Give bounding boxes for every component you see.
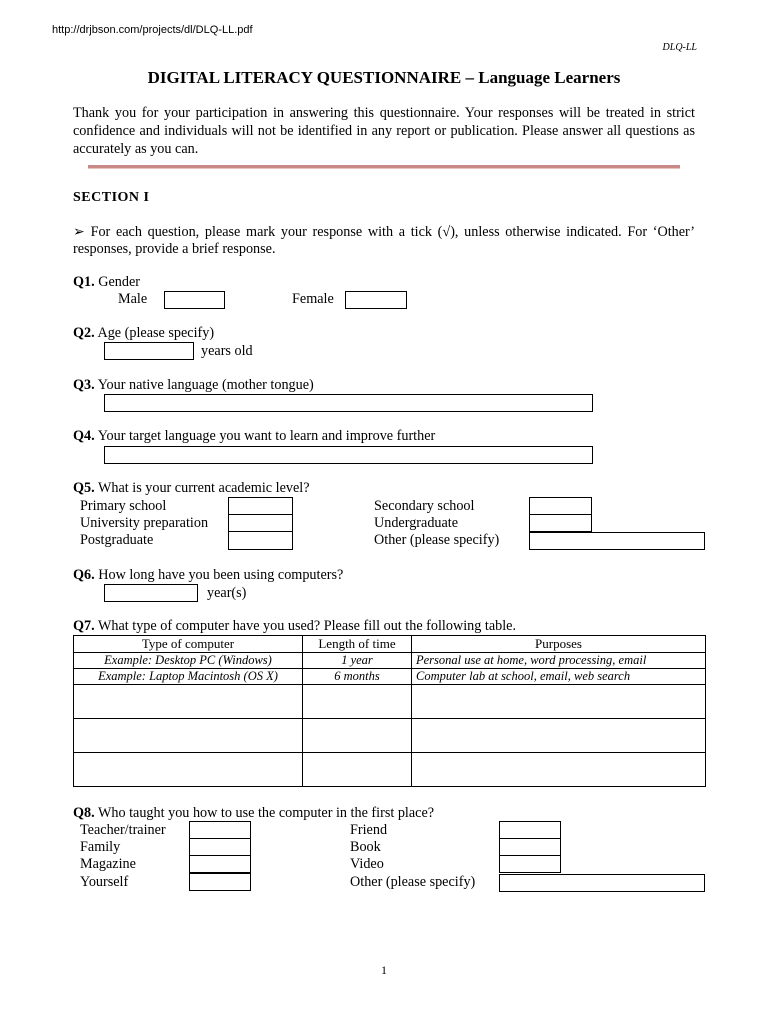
q7-question [73, 618, 516, 635]
section-heading: SECTION I [73, 190, 150, 205]
q1-female-label: Female [292, 291, 334, 307]
q5-question [73, 480, 310, 497]
column-header: Length of time [303, 636, 412, 653]
q5-secondary-checkbox[interactable] [529, 497, 592, 515]
q1-question [73, 274, 140, 291]
table-row-blank [74, 685, 706, 719]
q6-text: How long have you been using computers? [94, 567, 344, 583]
q8-number: Q8. [73, 805, 95, 821]
q4-question [73, 428, 435, 445]
q7-text: What type of computer have you used? Please fill out the following table. [94, 618, 516, 634]
q8-teacher-checkbox[interactable] [189, 821, 251, 839]
entry-cell[interactable] [412, 719, 706, 753]
table-row-blank [74, 753, 706, 787]
q7-number: Q7. [73, 618, 95, 634]
entry-cell[interactable] [412, 753, 706, 787]
document-code: DLQ-LL [662, 42, 697, 53]
q8-option-label: Video [350, 856, 384, 872]
page-title: DIGITAL LITERACY QUESTIONNAIRE – Language Learners [147, 68, 621, 87]
q8-friend-checkbox[interactable] [499, 821, 561, 839]
entry-cell[interactable] [74, 753, 303, 787]
q4-text: Your target language you want to learn and improve further [94, 428, 436, 444]
entry-cell[interactable] [303, 719, 412, 753]
q5-primary-checkbox[interactable] [228, 497, 293, 515]
q8-text: Who taught you how to use the computer in the first place? [94, 805, 435, 821]
q5-text: What is your current academic level? [94, 480, 310, 496]
q8-option-label: Yourself [80, 874, 129, 890]
table-row-blank [74, 719, 706, 753]
q8-book-checkbox[interactable] [499, 838, 561, 856]
table-cell: 6 months [303, 669, 412, 685]
q8-magazine-checkbox[interactable] [189, 855, 251, 873]
q2-question [73, 325, 214, 342]
q2-text: Age (please specify) [94, 325, 215, 341]
q5-undergraduate-checkbox[interactable] [529, 514, 592, 532]
q1-female-checkbox[interactable] [345, 291, 407, 309]
intro-paragraph: Thank you for your participation in answering this questionnaire. Your responses will be treated in strict confidence and individuals will not be identified in any report or publication. Please answer all questions as accurately as you can. [73, 105, 695, 157]
entry-cell[interactable] [74, 719, 303, 753]
q1-text: Gender [94, 274, 140, 290]
q8-option-label: Teacher/trainer [80, 822, 166, 838]
column-header: Purposes [412, 636, 706, 653]
q5-option-label: Postgraduate [80, 532, 154, 548]
table-cell: Computer lab at school, email, web search [412, 669, 706, 685]
q5-university-prep-checkbox[interactable] [228, 514, 293, 532]
q3-question [73, 377, 314, 394]
q8-video-checkbox[interactable] [499, 855, 561, 873]
q6-question [73, 567, 343, 584]
q8-option-label: Other (please specify) [350, 874, 476, 890]
q1-male-checkbox[interactable] [164, 291, 225, 309]
q6-suffix: year(s) [207, 585, 247, 601]
q5-option-label: University preparation [80, 515, 209, 531]
q8-option-label: Friend [350, 822, 388, 838]
instruction-paragraph: ➢ For each question, please mark your response with a tick (√), unless otherwise indicated. For ‘Other’ responses, provide a brief response. [73, 224, 695, 257]
q8-question [73, 805, 434, 822]
entry-cell[interactable] [74, 685, 303, 719]
q8-option-label: Family [80, 839, 121, 855]
q5-option-label: Undergraduate [374, 515, 459, 531]
table-cell: Example: Desktop PC (Windows) [74, 653, 303, 669]
entry-cell[interactable] [303, 753, 412, 787]
q3-number: Q3. [73, 377, 95, 393]
q5-number: Q5. [73, 480, 95, 496]
page-number: 1 [381, 963, 387, 977]
q5-option-label: Other (please specify) [374, 532, 500, 548]
q8-yourself-checkbox[interactable] [189, 873, 251, 891]
q4-target-language-field[interactable] [104, 446, 593, 464]
table-cell: Example: Laptop Macintosh (OS X) [74, 669, 303, 685]
table-header-row [74, 636, 706, 653]
q3-native-language-field[interactable] [104, 394, 593, 412]
q5-other-field[interactable] [529, 532, 705, 550]
q8-option-label: Book [350, 839, 381, 855]
table-cell: Personal use at home, word processing, email [412, 653, 706, 669]
q2-age-field[interactable] [104, 342, 194, 360]
q8-option-label: Magazine [80, 856, 136, 872]
q3-text: Your native language (mother tongue) [94, 377, 314, 393]
entry-cell[interactable] [303, 685, 412, 719]
entry-cell[interactable] [412, 685, 706, 719]
column-header: Type of computer [74, 636, 303, 653]
source-url: http://drjbson.com/projects/dl/DLQ-LL.pdf [52, 24, 253, 36]
q2-number: Q2. [73, 325, 95, 341]
q8-other-field[interactable] [499, 874, 705, 892]
q1-male-label: Male [118, 291, 148, 307]
q6-number: Q6. [73, 567, 95, 583]
table-row [74, 669, 706, 685]
q5-option-label: Secondary school [374, 498, 475, 514]
q5-postgraduate-checkbox[interactable] [228, 531, 293, 550]
q8-family-checkbox[interactable] [189, 838, 251, 856]
q2-suffix: years old [201, 343, 253, 359]
divider-rule [88, 165, 680, 169]
table-cell: 1 year [303, 653, 412, 669]
q1-number: Q1. [73, 274, 95, 290]
q5-option-label: Primary school [80, 498, 167, 514]
q6-years-field[interactable] [104, 584, 198, 602]
computer-usage-table [73, 635, 706, 787]
table-row [74, 653, 706, 669]
q4-number: Q4. [73, 428, 95, 444]
